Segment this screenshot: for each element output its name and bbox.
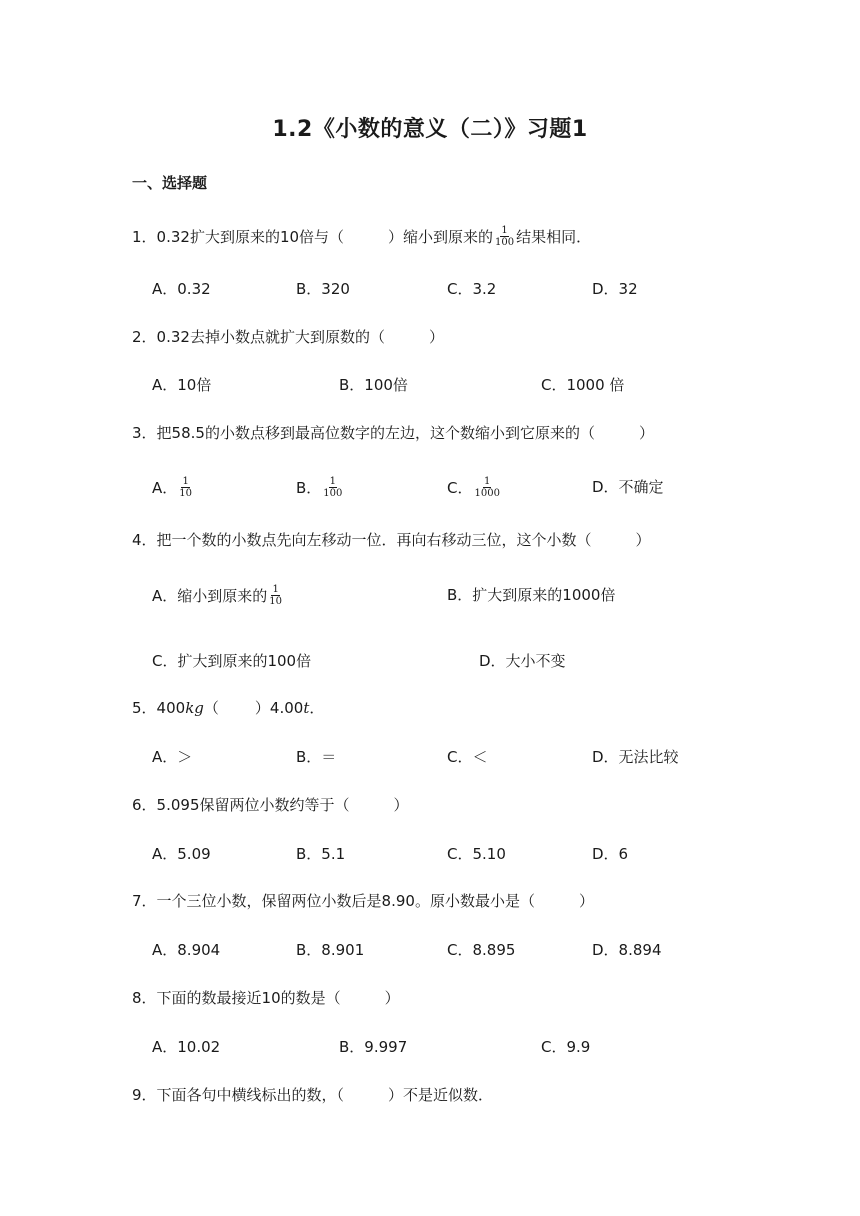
- fraction: $\frac{1}{100}$: [323, 476, 343, 499]
- option-b[interactable]: B．5.1: [296, 845, 346, 863]
- section-heading: 一、选择题: [132, 174, 208, 192]
- option-c[interactable]: C．1000 倍: [541, 376, 625, 394]
- option-b[interactable]: B．100倍: [339, 376, 408, 394]
- question-9: 9．下面各句中横线标出的数，（ ）不是近似数．: [132, 1086, 494, 1104]
- option-b[interactable]: B．9.997: [339, 1038, 408, 1056]
- question-1-text: 1．0.32扩大到原来的10倍与（: [132, 228, 345, 246]
- question-5: 5．400kg（ ）4.00t．: [132, 699, 325, 717]
- option-d[interactable]: D．不确定: [592, 478, 664, 496]
- option-b[interactable]: B．扩大到原来的1000倍: [447, 586, 616, 604]
- question-6: 6．5.095保留两位小数约等于（ ）: [132, 796, 409, 814]
- option-c[interactable]: C．9.9: [541, 1038, 591, 1056]
- option-d[interactable]: D．32: [592, 280, 638, 298]
- option-c[interactable]: C． $\frac{1}{1000}$: [447, 476, 500, 499]
- option-c[interactable]: C．8.895: [447, 941, 516, 959]
- option-a[interactable]: A．10倍: [152, 376, 212, 394]
- option-a[interactable]: A．5.09: [152, 845, 211, 863]
- fraction: $\frac{1}{10}$: [179, 476, 192, 499]
- option-b[interactable]: B． $\frac{1}{100}$: [296, 476, 343, 499]
- option-c[interactable]: C．＜: [447, 748, 488, 766]
- option-d[interactable]: D．大小不变: [479, 652, 566, 670]
- question-3: 3．把58.5的小数点移到最高位数字的左边，这个数缩小到它原来的（ ）: [132, 424, 654, 442]
- option-c[interactable]: C．5.10: [447, 845, 506, 863]
- option-c[interactable]: C．3.2: [447, 280, 497, 298]
- option-d[interactable]: D．无法比较: [592, 748, 679, 766]
- option-a[interactable]: A．10.02: [152, 1038, 221, 1056]
- question-8: 8．下面的数最接近10的数是（ ）: [132, 989, 400, 1007]
- option-c[interactable]: C．扩大到原来的100倍: [152, 652, 312, 670]
- question-7: 7．一个三位小数，保留两位小数后是8.90。原小数最小是（ ）: [132, 892, 594, 910]
- option-d[interactable]: D．8.894: [592, 941, 662, 959]
- option-a[interactable]: A．8.904: [152, 941, 221, 959]
- option-b[interactable]: B．＝: [296, 748, 337, 766]
- option-b[interactable]: B．320: [296, 280, 350, 298]
- option-a[interactable]: A．缩小到原来的 $\frac{1}{10}$: [152, 584, 282, 607]
- option-b[interactable]: B．8.901: [296, 941, 365, 959]
- option-a[interactable]: A． $\frac{1}{10}$: [152, 476, 192, 499]
- option-a[interactable]: A．0.32: [152, 280, 211, 298]
- page-title: 1.2《小数的意义（二）》习题1: [272, 117, 588, 142]
- fraction: $\frac{1}{100}$: [495, 225, 515, 248]
- question-1: 1．0.32扩大到原来的10倍与（ ）缩小到原来的 $\frac{1}{100}$ 结果相同．: [132, 225, 592, 248]
- option-a[interactable]: A．＞: [152, 748, 193, 766]
- question-2: 2．0.32去掉小数点就扩大到原数的（ ）: [132, 328, 444, 346]
- fraction: $\frac{1}{1000}$: [474, 476, 500, 499]
- option-d[interactable]: D．6: [592, 845, 629, 863]
- fraction: $\frac{1}{10}$: [269, 584, 282, 607]
- question-4: 4．把一个数的小数点先向左移动一位．再向右移动三位，这个小数（ ）: [132, 531, 651, 549]
